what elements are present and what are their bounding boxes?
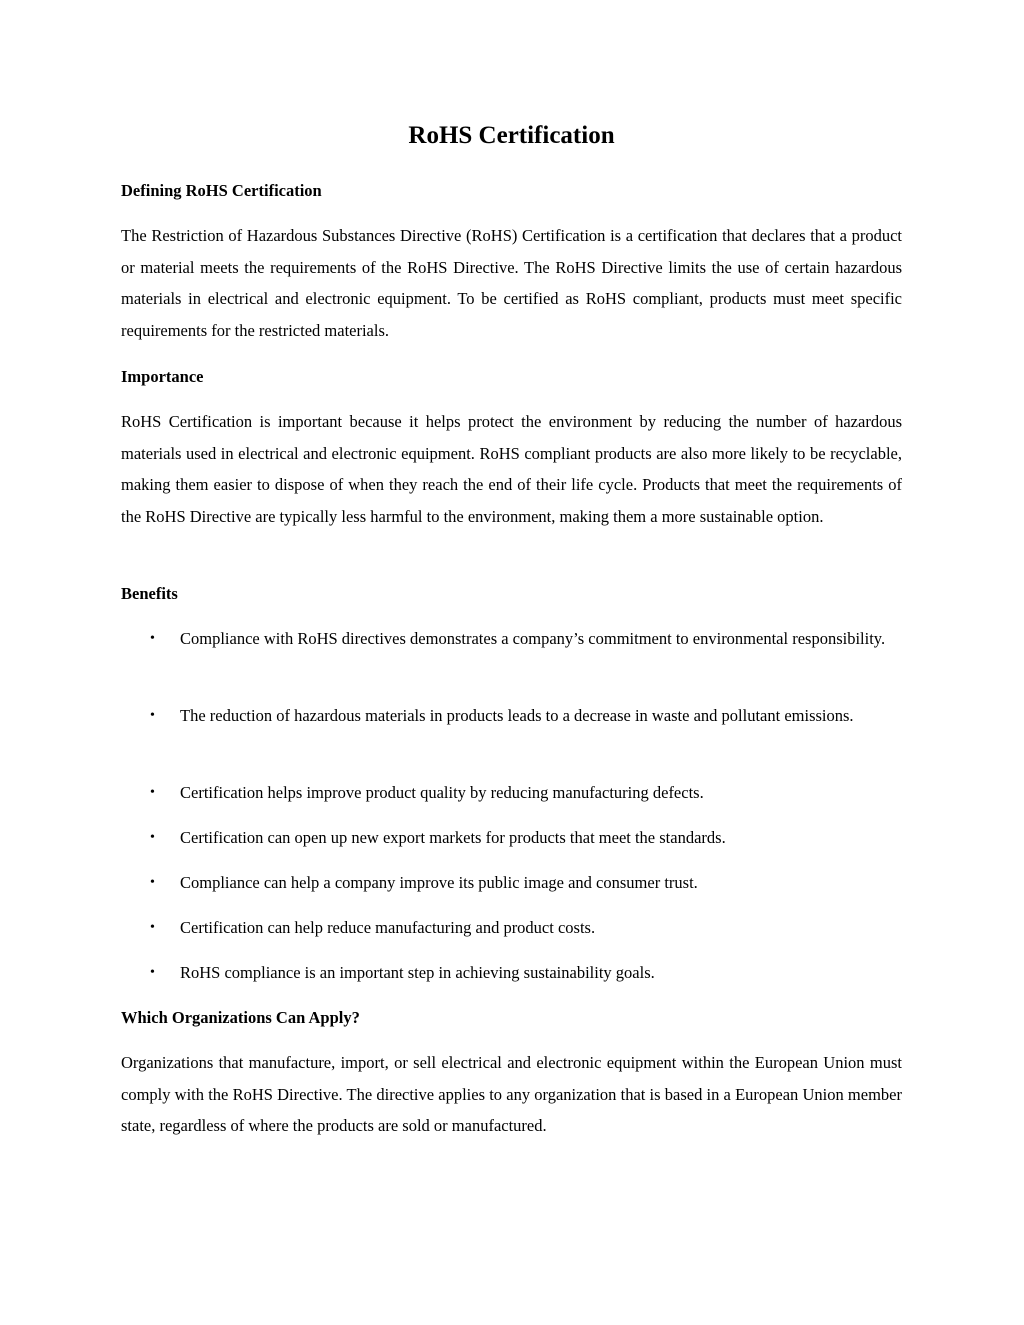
list-item-text: Compliance with RoHS directives demonstrates a company’s commitment to environmental responsibility. bbox=[180, 629, 886, 648]
bullet-icon: • bbox=[150, 708, 155, 723]
bullet-icon: • bbox=[150, 785, 155, 800]
list-item-text: The reduction of hazardous materials in products leads to a decrease in waste and pollutant emissions. bbox=[180, 706, 854, 725]
section-heading-defining: Defining RoHS Certification bbox=[121, 181, 322, 200]
page-title: RoHS Certification bbox=[408, 122, 615, 149]
section-heading-benefits: Benefits bbox=[121, 584, 178, 603]
list-item-text: Certification helps improve product quality by reducing manufacturing defects. bbox=[180, 783, 704, 802]
list-item-text: Compliance can help a company improve its public image and consumer trust. bbox=[180, 873, 698, 892]
section-heading-organizations: Which Organizations Can Apply? bbox=[121, 1008, 360, 1027]
bullet-icon: • bbox=[150, 965, 155, 980]
bullet-icon: • bbox=[150, 920, 155, 935]
list-item-text: RoHS compliance is an important step in achieving sustainability goals. bbox=[180, 963, 655, 982]
bullet-icon: • bbox=[150, 631, 155, 646]
section-body-importance: RoHS Certification is important because it helps protect the environment by reducing the number of hazardous materials used in electrical and electronic equipment. RoHS compliant products are also more likely to be recyclable, making them easier to dispose of when they reach the end of their life cycle. Products that meet the requirements of the RoHS Directive are typically less harmful to the environment, making them a more sustainable option. bbox=[121, 412, 902, 526]
bullet-icon: • bbox=[150, 875, 155, 890]
list-item-text: Certification can help reduce manufacturing and product costs. bbox=[180, 918, 596, 937]
bullet-icon: • bbox=[150, 830, 155, 845]
section-heading-importance: Importance bbox=[121, 367, 204, 386]
section-body-defining: The Restriction of Hazardous Substances Directive (RoHS) Certification is a certification that declares that a product or material meets the requirements of the RoHS Directive. The RoHS Directive limits the use of certain hazardous materials in electrical and electronic equipment. To be certified as RoHS compliant, products must meet specific requirements for the restricted materials. bbox=[121, 226, 902, 340]
list-item-text: Certification can open up new export markets for products that meet the standards. bbox=[180, 828, 726, 847]
section-body-organizations: Organizations that manufacture, import, or sell electrical and electronic equipment within the European Union must comply with the RoHS Directive. The directive applies to any organization that is based in a European Union member state, regardless of where the products are sold or manufactured. bbox=[121, 1053, 902, 1136]
